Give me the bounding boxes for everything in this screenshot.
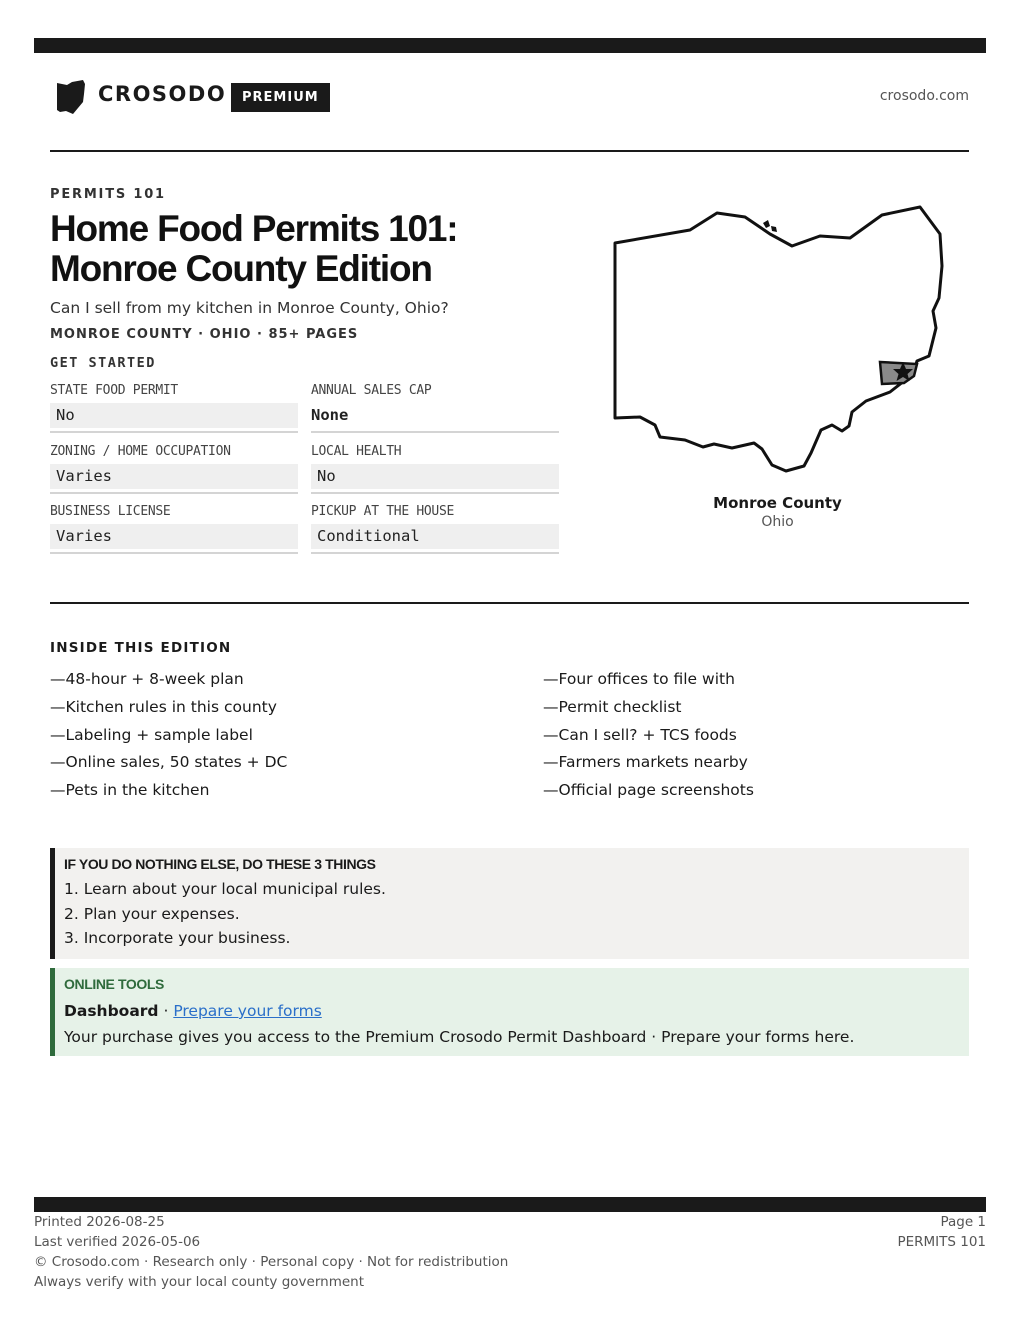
field-pickup [311,504,559,554]
verified-date: Last verified 2026-05-06 [34,1234,201,1250]
field-state-food-permit [50,383,298,433]
field-value: No [50,403,298,428]
must-do-callout [50,848,969,959]
field-value: Varies [50,464,298,489]
field-label: LOCAL HEALTH [311,444,402,459]
contents-list-right [543,666,754,805]
list-item: —Pets in the kitchen [50,781,210,800]
field-annual-sales-cap [311,383,559,433]
site-url[interactable]: crosodo.com [879,88,969,104]
field-label: BUSINESS LICENSE [50,504,171,519]
bottom-bar [34,1197,986,1212]
list-item: —Farmers markets nearby [543,753,748,772]
map-state-name: Ohio [761,514,794,530]
premium-badge: PREMIUM [231,83,330,112]
header-divider [50,150,969,152]
list-item: —Can I sell? + TCS foods [543,725,737,744]
callout-title: ONLINE TOOLS [64,976,164,992]
page-title: Home Food Permits 101: Monroe County Edition [50,208,458,289]
eyebrow: PERMITS 101 [50,187,166,202]
field-value: No [311,464,559,489]
copyright: © Crosodo.com · Research only · Personal copy · Not for redistribution [34,1254,509,1270]
page-subtitle: Can I sell from my kitchen in Monroe County, Ohio? [50,299,449,317]
top-bar [34,38,986,53]
list-item: —Permit checklist [543,697,682,716]
dashboard-label: Dashboard [64,1002,159,1020]
list-item: —48-hour + 8-week plan [50,670,244,688]
footer-section: PERMITS 101 [897,1234,986,1250]
list-item: —Official page screenshots [543,781,754,800]
field-label: STATE FOOD PERMIT [50,383,178,398]
list-item: —Kitchen rules in this county [50,697,277,716]
header [50,76,969,116]
footer-left [34,1212,508,1292]
prepare-forms-link[interactable]: Prepare your forms [173,1002,322,1020]
map-caption [690,494,865,530]
separator: · [158,1002,174,1020]
printed-date: Printed 2026-08-25 [34,1214,165,1230]
ohio-map [605,200,950,480]
field-label: ZONING / HOME OCCUPATION [50,444,231,459]
field-label: PICKUP AT THE HOUSE [311,504,455,519]
callout-title: IF YOU DO NOTHING ELSE, DO THESE 3 THINGS [64,856,376,872]
list-item: —Four offices to file with [543,670,735,688]
field-local-health [311,444,559,494]
disclaimer: Always verify with your local county government [34,1274,364,1290]
list-item: —Labeling + sample label [50,725,253,744]
brand-name[interactable]: CROSODO [98,82,227,106]
field-zoning [50,444,298,494]
field-label: ANNUAL SALES CAP [311,383,432,398]
field-value: Varies [50,524,298,549]
step-item: 2. Plan your expenses. [64,904,240,923]
contents-list-left [50,666,287,805]
ohio-state-icon [56,80,86,114]
field-value: Conditional [311,524,559,549]
list-item: —Online sales, 50 states + DC [50,753,288,772]
online-tools-callout [50,968,969,1056]
section-divider [50,602,969,604]
edition-meta: MONROE COUNTY · OHIO · 85+ PAGES [50,327,359,342]
tools-line [64,1000,969,1022]
page-number: Page 1 [940,1214,986,1230]
inside-label: INSIDE THIS EDITION [50,640,232,656]
field-value: None [311,406,349,424]
field-business-license [50,504,298,554]
step-item: 1. Learn about your local municipal rules. [64,880,386,898]
get-started-label: GET STARTED [50,355,156,371]
footer-right [897,1212,986,1252]
step-item: 3. Incorporate your business. [64,929,291,947]
tools-description: Your purchase gives you access to the Premium Crosodo Permit Dashboard · Prepare your forms here. [64,1028,855,1046]
steps-list [64,877,969,951]
ohio-outline [615,207,942,471]
map-county-name: Monroe County [713,494,842,512]
